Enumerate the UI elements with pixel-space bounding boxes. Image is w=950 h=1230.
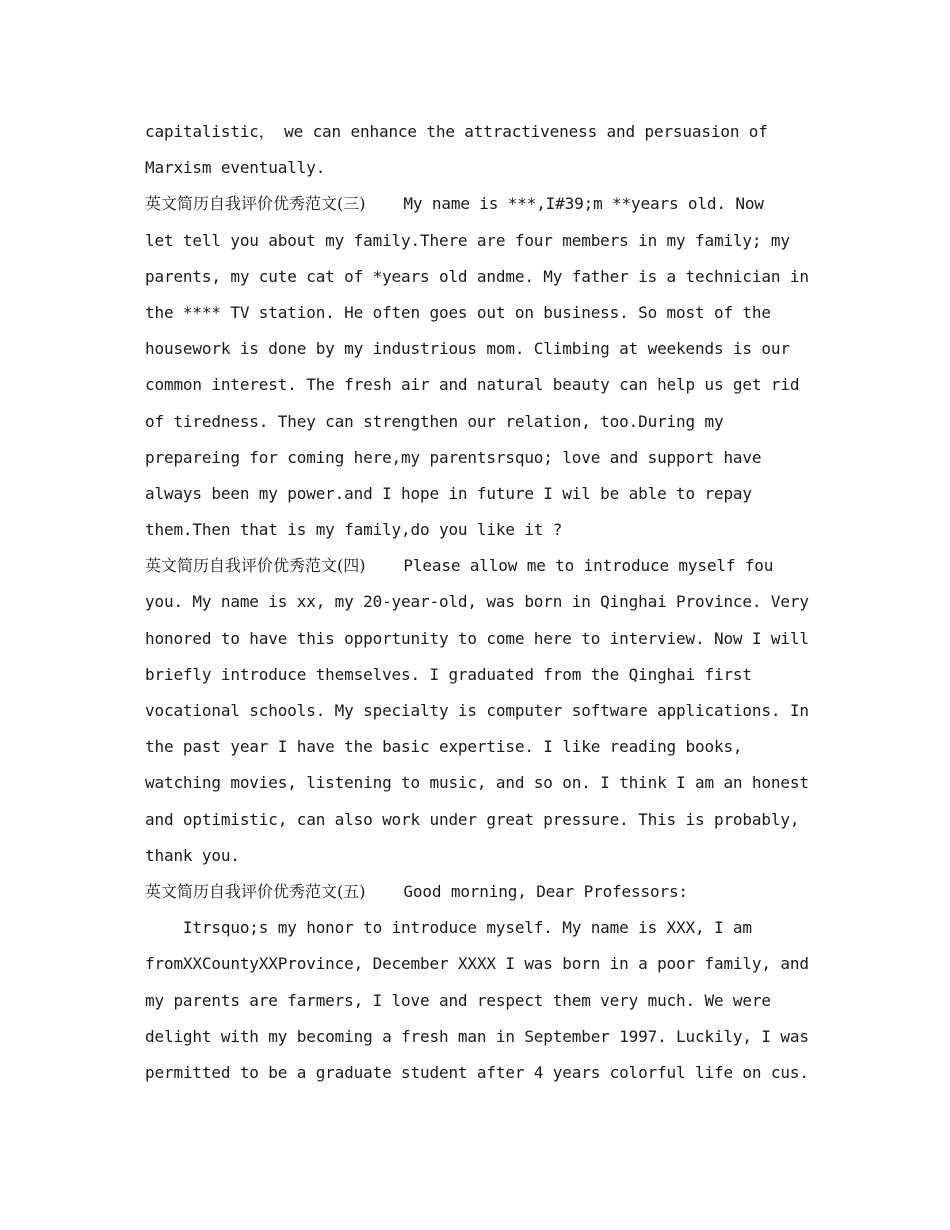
body-line: let tell you about my family.There are four members in my family; my <box>145 230 790 250</box>
body-line: watching movies, listening to music, and so on. I think I am an honest <box>145 773 809 793</box>
section-heading-line <box>145 186 825 222</box>
body-line: prepareing for coming here,my parentsrsquo; love and support have <box>145 447 762 467</box>
body-line: my parents are farmers, I love and respect them very much. We were <box>145 990 771 1010</box>
body-line: and optimistic, can also work under great pressure. This is probably, <box>145 809 800 829</box>
body-line: common interest. The fresh air and natural beauty can help us get rid <box>145 375 800 395</box>
section-heading: 英文简历自我评价优秀范文(五) <box>145 881 366 901</box>
body-text: Good morning, Dear Professors: <box>365 881 688 901</box>
body-line: briefly introduce themselves. I graduated from the Qinghai first <box>145 664 752 684</box>
body-line: the past year I have the basic expertise. I like reading books, <box>145 737 743 757</box>
body-line: thank you. <box>145 845 240 865</box>
body-line: housework is done by my industrious mom. Climbing at weekends is our <box>145 339 790 359</box>
body-line: always been my power.and I hope in future I wil be able to repay <box>145 483 752 503</box>
body-line: parents, my cute cat of *years old andme. My father is a technician in <box>145 266 809 286</box>
body-line: vocational schools. My specialty is computer software applications. In <box>145 701 809 720</box>
body-line: Itrsquo;s my honor to introduce myself. My name is XXX, I am <box>145 918 752 938</box>
body-line: you. My name is xx, my 20-year-old, was born in Qinghai Province. Very <box>145 592 809 612</box>
section-heading: 英文简历自我评价优秀范文(四) <box>145 556 366 576</box>
section-heading-line <box>145 874 825 910</box>
body-line: Marxism eventually. <box>145 158 326 178</box>
body-line: delight with my becoming a fresh man in September 1997. Luckily, I was <box>145 1026 809 1046</box>
body-line: fromXXCountyXXProvince, December XXXX I was born in a poor family, and <box>145 954 809 974</box>
document-body <box>145 114 825 1091</box>
body-line: permitted to be a graduate student after 4 years colorful life on cus. <box>145 1062 809 1082</box>
body-text: My name is ***,I#39;m **years old. Now <box>365 194 764 214</box>
body-line: capitalistic， we can enhance the attractiveness and persuasion of <box>145 122 768 141</box>
section-heading: 英文简历自我评价优秀范文(三) <box>145 194 366 214</box>
body-line: them.Then that is my family,do you like it ? <box>145 520 563 540</box>
body-line: the **** TV station. He often goes out on business. So most of the <box>145 302 771 322</box>
section-heading-line <box>145 548 825 584</box>
body-text: Please allow me to introduce myself fou <box>365 556 774 576</box>
body-line: honored to have this opportunity to come here to interview. Now I will <box>145 628 809 648</box>
body-line: of tiredness. They can strengthen our relation, too.During my <box>145 411 724 431</box>
